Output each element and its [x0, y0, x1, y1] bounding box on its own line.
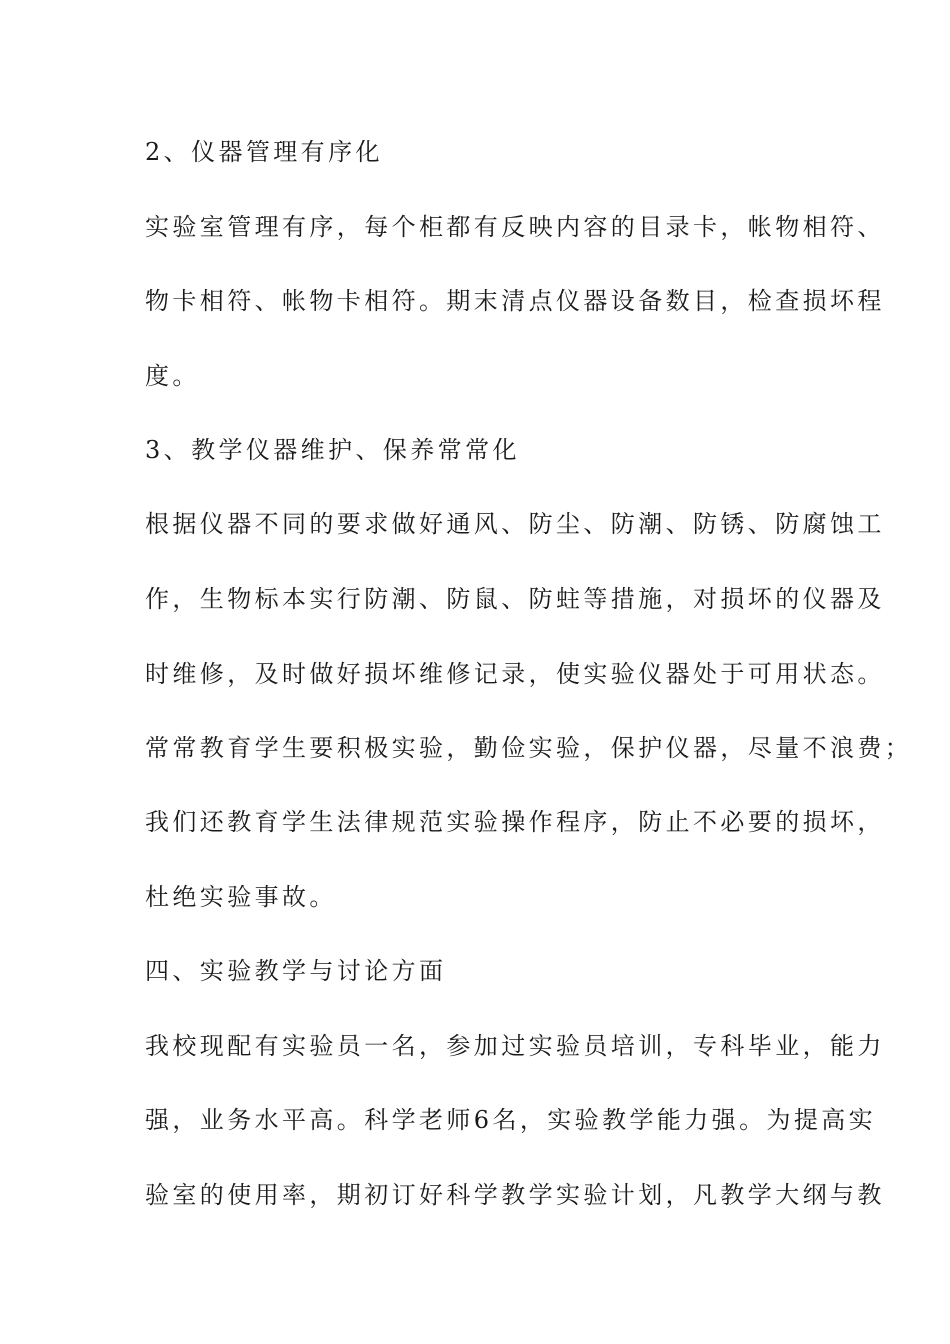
paragraph-line: 我校现配有实验员一名，参加过实验员培训，专科毕业，能力 [145, 1032, 885, 1060]
paragraph-line: 度。 [145, 362, 200, 390]
paragraph-line: 强，业务水平高。科学老师6名，实验教学能力强。为提高实 [145, 1106, 877, 1134]
paragraph-line: 作，生物标本实行防潮、防鼠、防蛀等措施，对损坏的仪器及 [145, 585, 885, 613]
paragraph-line: 常常教育学生要积极实验，勤俭实验，保护仪器，尽量不浪费； [145, 734, 913, 762]
section-heading-experiment-teaching: 四、实验教学与讨论方面 [145, 957, 447, 985]
paragraph-line: 根据仪器不同的要求做好通风、防尘、防潮、防锈、防腐蚀工 [145, 510, 885, 538]
paragraph-line: 物卡相符、帐物卡相符。期末清点仪器设备数目，检查损坏程 [145, 287, 885, 315]
paragraph-line: 时维修，及时做好损坏维修记录，使实验仪器处于可用状态。 [145, 660, 885, 688]
paragraph-line: 验室的使用率，期初订好科学教学实验计划，凡教学大纲与教 [145, 1181, 885, 1209]
section-heading-maintenance: 3、教学仪器维护、保养常常化 [145, 436, 520, 464]
paragraph-line: 实验室管理有序，每个柜都有反映内容的目录卡，帐物相符、 [145, 213, 885, 241]
section-heading-instrument-management: 2、仪器管理有序化 [145, 138, 383, 166]
paragraph-line: 杜绝实验事故。 [145, 883, 337, 911]
paragraph-line: 我们还教育学生法律规范实验操作程序，防止不必要的损坏， [145, 808, 885, 836]
